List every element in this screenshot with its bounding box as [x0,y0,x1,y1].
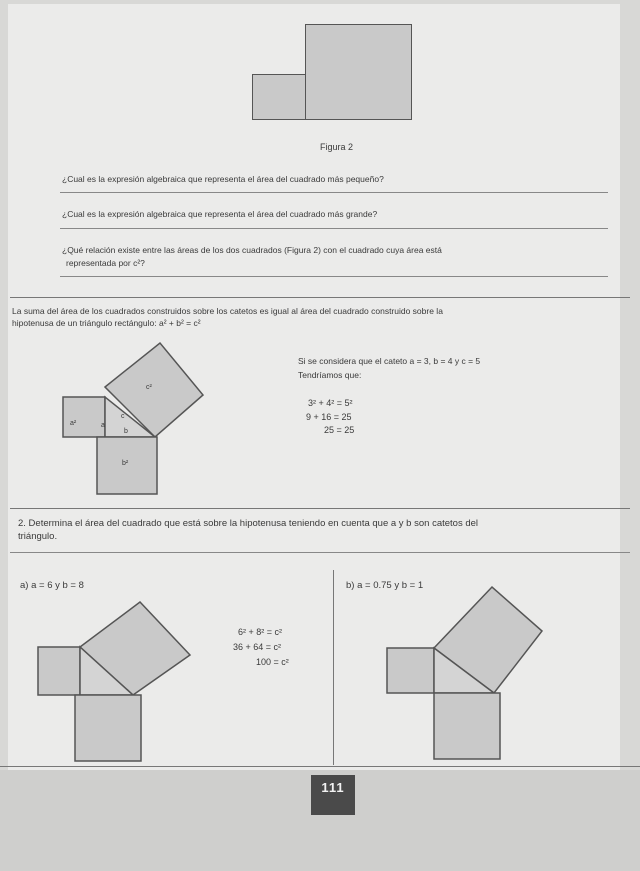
part-a-square-a2 [38,647,80,695]
theorem-line2: hipotenusa de un triángulo rectángulo: a² + b² = c² [12,318,201,328]
example-step2: 9 + 16 = 25 [306,412,352,422]
label-b: b [124,428,128,435]
figure2-small-square [252,74,306,120]
label-a: a [101,422,105,429]
example-step1: 3² + 4² = 5² [308,398,353,408]
theorem-line1: La suma del área de los cuadrados construidos sobre los catetos es igual al área del cuadrado construido sobre la [12,306,443,316]
question-relation-line2: representada por c²? [66,258,145,268]
figure2-caption: Figura 2 [320,142,354,152]
question-small-square: ¿Cual es la expresión algebraica que representa el área del cuadrado más pequeño? [62,174,384,184]
part-a-label: a) a = 6 y b = 8 [20,580,84,591]
section-divider-1 [10,297,630,298]
question-large-square: ¿Cual es la expresión algebraica que representa el área del cuadrado más grande? [62,209,378,219]
exercise2-line2: triángulo. [18,531,58,542]
section-divider-3 [10,552,630,553]
part-b-square-a2 [387,648,434,693]
square-a2 [63,397,105,437]
answer-line-2 [60,228,608,229]
part-a-step3: 100 = c² [256,657,289,667]
example-step3: 25 = 25 [324,425,355,435]
part-a-figure [35,592,195,767]
part-b-square-b2 [434,693,500,759]
exercise2-line1: 2. Determina el área del cuadrado que está sobre la hipotenusa teniendo en cuenta que a y b son catetos del [18,518,479,529]
page-number: 111 [311,775,355,815]
part-a-step1: 6² + 8² = c² [238,627,283,637]
figure2-large-square [305,24,412,120]
label-a2: a² [70,420,77,427]
bottom-divider [0,766,640,767]
part-a-step2: 36 + 64 = c² [233,642,282,652]
example-intro: Si se considera que el cateto a = 3, b = 4 y c = 5 [298,356,481,366]
label-b2: b² [122,460,129,467]
question-relation-line1: ¿Qué relación existe entre las áreas de los dos cuadrados (Figura 2) con el cuadrado cuya área está [62,245,442,255]
label-c: c [121,413,125,420]
part-a-square-b2 [75,695,141,761]
example-tendriamos: Tendríamos que: [298,370,362,380]
part-b-figure [384,585,544,765]
pythagoras-example-figure [55,335,225,500]
answer-line-1 [60,192,608,193]
part-divider [333,570,334,765]
part-b-label: b) a = 0.75 y b = 1 [346,580,424,591]
section-divider-2 [10,508,630,509]
answer-line-3 [60,276,608,277]
label-c2: c² [146,384,152,391]
